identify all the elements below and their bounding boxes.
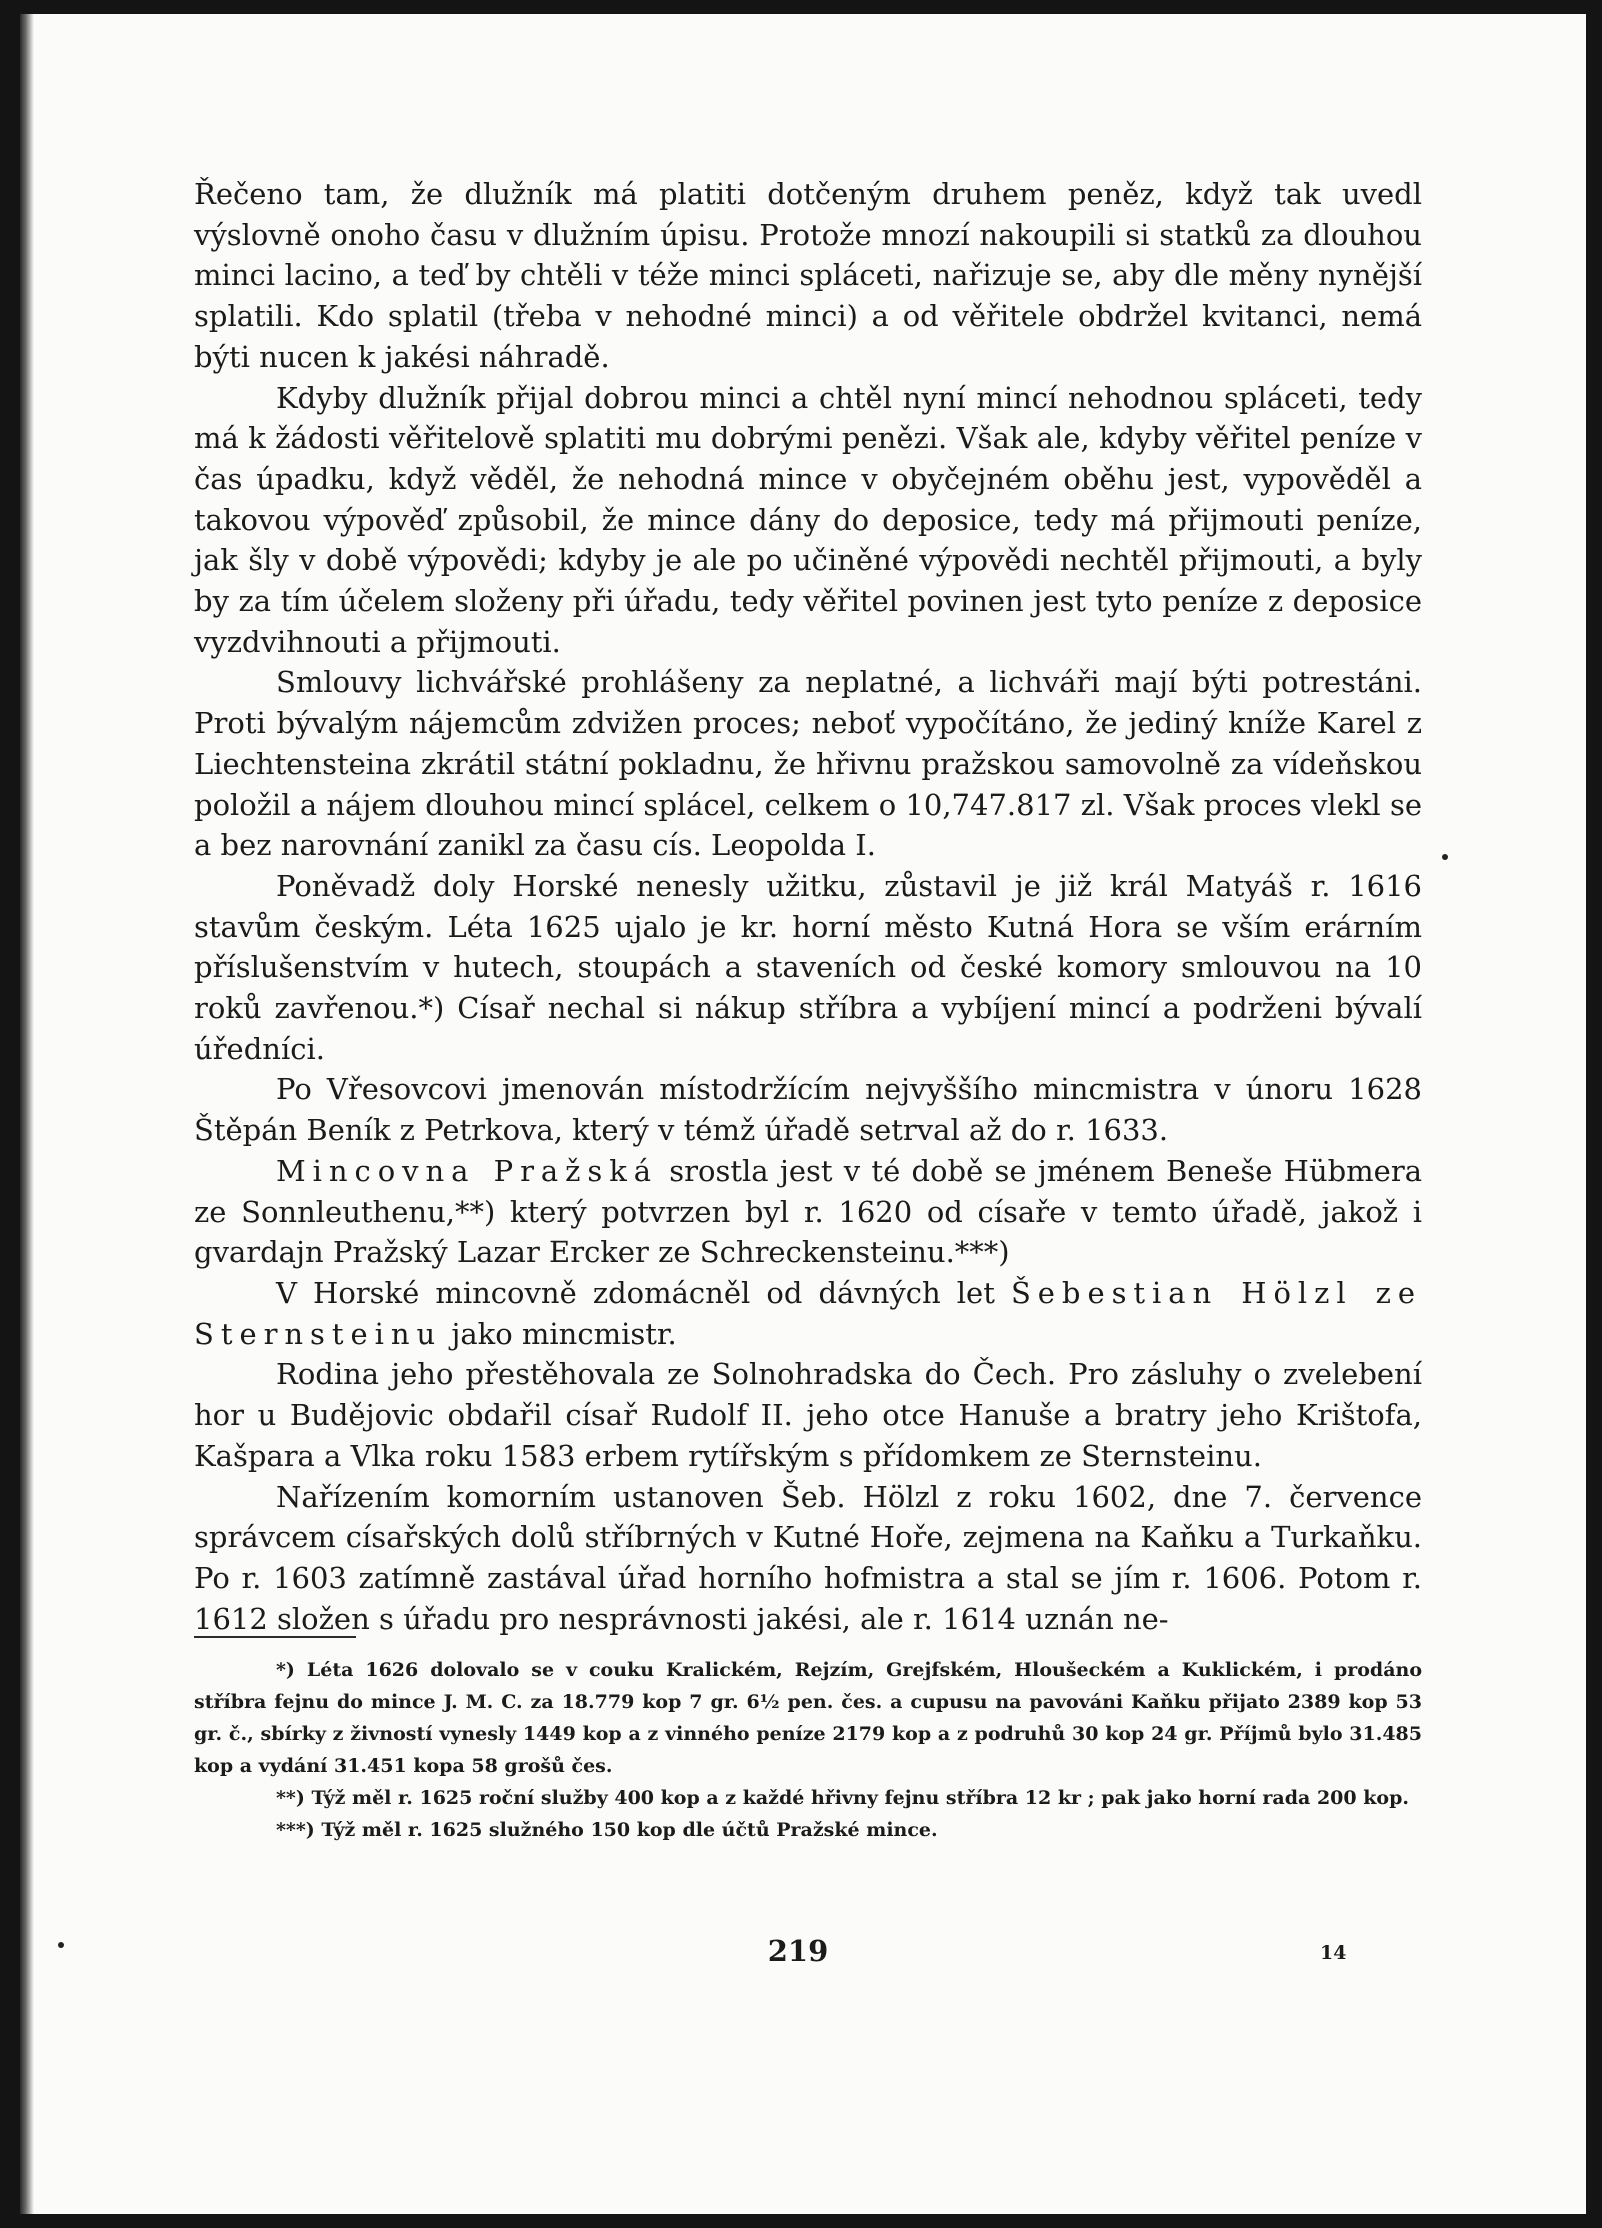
paragraph-7-text: V Horské mincovně zdomácněl od dávných let (276, 1275, 1011, 1310)
footnote-rule (194, 1636, 356, 1638)
paragraph-7 (194, 1273, 1422, 1354)
paragraph-2: Kdyby dlužník přijal dobrou minci a chtěl nyní mincí nehodnou spláceti, tedy má k žádosti věřitelově splatiti mu dobrými penězi. Však ale, kdyby věřitel peníze v čas úpadku, když věděl, že nehodná mince v obyčejném oběhu jest, vypověděl a takovou výpověď způsobil, že mince dány do deposice, tedy má přijmouti peníze, jak šly v době výpovědi; kdyby je ale po učiněné výpovědi nechtěl přijmouti, a byly by za tím účelem složeny při úřadu, tedy věřitel povinen jest tyto peníze z deposice vyzdvihnouti a přijmouti. (194, 380, 1422, 659)
book-page (20, 14, 1586, 2214)
footnotes (194, 1654, 1422, 1846)
paragraph-7-after: jako mincmistr. (442, 1316, 677, 1351)
spaced-term: Mincovna Pražská (276, 1153, 659, 1188)
main-text (194, 174, 1422, 1639)
footnote-3: ***) Týž měl r. 1625 služného 150 kop dle účtů Pražské mince. (276, 1819, 938, 1841)
paragraph-5: Po Vřesovcovi jmenován místodržícím nejvyššího mincmistra v únoru 1628 Štěpán Beník z Petrkova, který v témž úřadě setrval až do r. 1633. (194, 1072, 1422, 1148)
footnote-2: **) Týž měl r. 1625 roční služby 400 kop a z každé hřivny fejnu stříbra 12 kr ; pak jako horní rada 200 kop. (276, 1787, 1409, 1809)
page-number: 219 (767, 1934, 829, 1968)
paragraph-8: Rodina jeho přestěhovala ze Solnohradska do Čech. Pro zásluhy o zvelebení hor u Budějovic obdařil císař Rudolf II. jeho otce Hanuše a bratry jeho Krištofa, Kašpara a Vlka roku 1583 erbem rytířským s přídomkem ze Sternsteinu. (194, 1357, 1422, 1473)
paragraph-1: Řečeno tam, že dlužník má platiti dotčeným druhem peněz, když tak uvedl výslovně onoho času v dlužním úpisu. Protože mnozí nakoupili si statků za dlouhou minci lacino, a teď by chtěli v téže minci spláceti, nařizuje se, aby dle měny nynější splatili. Kdo splatil (třeba v nehodné minci) a od věřitele obdržel kvitanci, nemá býti nucen k jakési náhradě. (194, 177, 1422, 374)
spaced-name: Šebestian Hölzl ze Sternsteinu (194, 1275, 1422, 1351)
paragraph-6-text: srostla jest v té době se jménem Beneše Hübmera ze Sonnleuthenu,**) který potvrzen byl r. 1620 od císaře v temto úřadě, jakož i gvardajn Pražský Lazar Ercker ze Schreckensteinu.***) (194, 1153, 1422, 1270)
footnote-1: *) Léta 1626 dolovalo se v couku Kralickém, Rejzím, Grejfském, Hloušeckém a Kuklickém, i prodáno stříbra fejnu do mince J. M. C. za 18.779 kop 7 gr. 6½ pen. čes. a cupusu na pavováni Kaňku přijato 2389 kop 53 gr. č., sbírky z živností vynesly 1449 kop a z vinného peníze 2179 kop a z podruhů 30 kop 24 gr. Příjmů bylo 31.485 kop a vydání 31.451 kopa 58 grošů čes. (194, 1659, 1422, 1777)
signature-mark: 14 (1320, 1942, 1347, 1964)
scan-speck (58, 1942, 64, 1948)
paragraph-3: Smlouvy lichvářské prohlášeny za neplatné, a lichváři mají býti potrestáni. Proti bývalým nájemcům zdvižen proces; neboť vypočítáno, že jediný kníže Karel z Liechtensteina zkrátil státní pokladnu, že hřivnu pražskou samovolně za vídeňskou položil a nájem dlouhou mincí splácel, celkem o 10,747.817 zl. Však proces vlekl se a bez narovnání zanikl za času cís. Leopolda I. (194, 665, 1422, 863)
paragraph-4: Poněvadž doly Horské nenesly užitku, zůstavil je již král Matyáš r. 1616 stavům českým. Léta 1625 ujalo je kr. horní město Kutná Hora se vším erárním příslušenstvím v hutech, stoupách a staveních od české komory smlouvou na 10 roků zavřenou.*) Císař nechal si nákup stříbra a vybíjení mincí a podrženi bývalí úředníci. (194, 868, 1422, 1066)
scan-speck (1442, 854, 1448, 860)
paragraph-6 (194, 1151, 1422, 1273)
paragraph-9: Nařízením komorním ustanoven Šeb. Hölzl z roku 1602, dne 7. července správcem císařských dolů stříbrných v Kutné Hoře, zejmena na Kaňku a Turkaňku. Po r. 1603 zatímně zastával úřad horního hofmistra a stal se jím r. 1606. Potom r. 1612 složen s úřadu pro nesprávnosti jakési, ale r. 1614 uznán ne- (194, 1479, 1422, 1636)
